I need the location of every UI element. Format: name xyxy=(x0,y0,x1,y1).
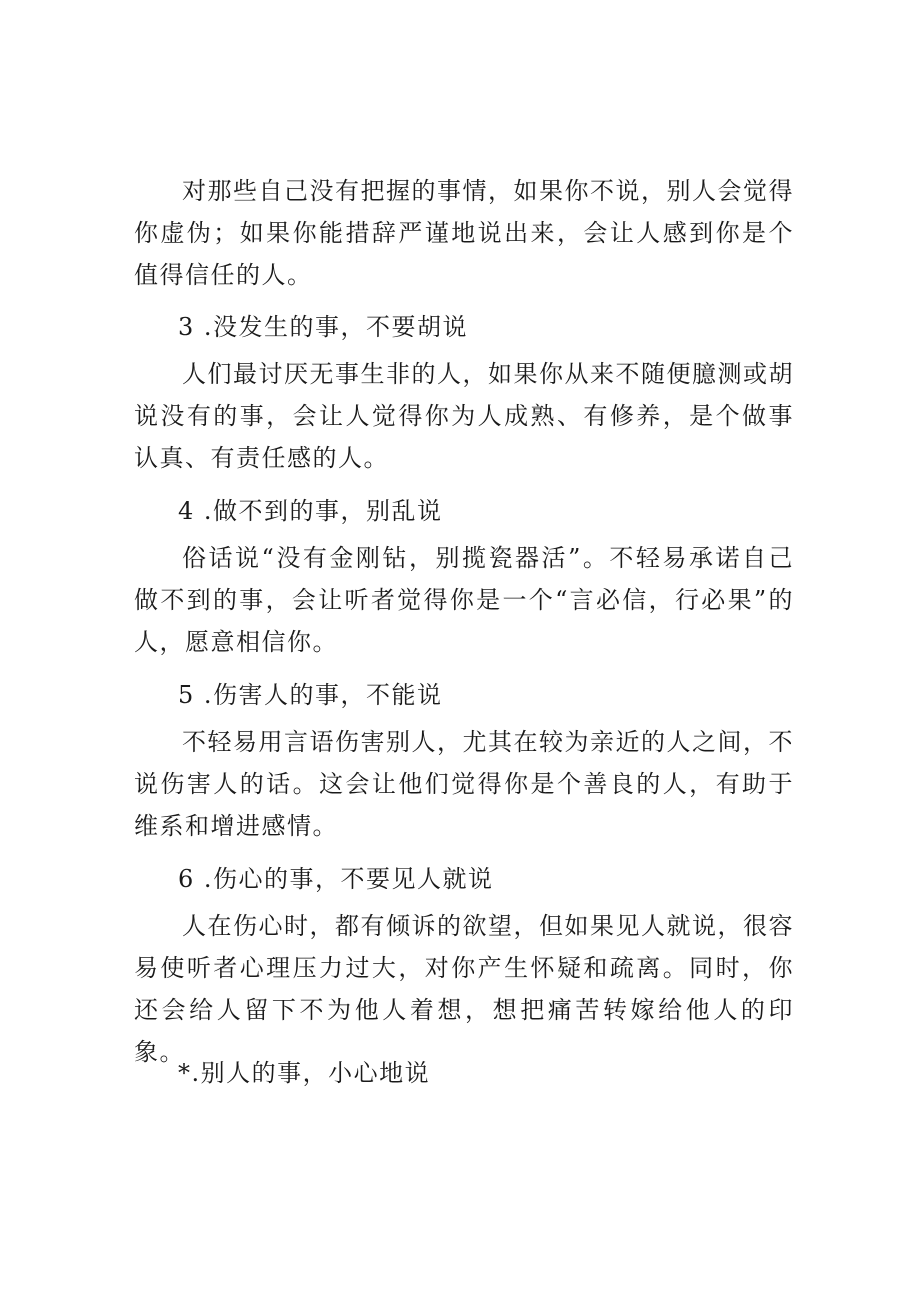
paragraph-uncertain-matters: 对那些自己没有把握的事情，如果你不说，别人会觉得你虚伪；如果你能措辞严谨地说出来，会让人感到你是个值得信任的人。 xyxy=(134,177,794,289)
paragraph-item-4: 俗话说“没有金刚钻，别揽瓷器活”。不轻易承诺自己做不到的事，会让听者觉得你是一个“言必信，行必果”的人，愿意相信你。 xyxy=(134,544,794,656)
heading-item-6: 6 .伤心的事，不要见人就说 xyxy=(178,865,494,893)
paragraph-item-3: 人们最讨厌无事生非的人，如果你从来不随便臆测或胡说没有的事，会让人觉得你为人成熟、有修养，是个做事认真、有责任感的人。 xyxy=(134,360,794,472)
paragraph-item-5: 不轻易用言语伤害别人，尤其在较为亲近的人之间，不说伤害人的话。这会让他们觉得你是个善良的人，有助于维系和增进感情。 xyxy=(134,728,794,840)
heading-item-3: 3 .没发生的事，不要胡说 xyxy=(178,313,469,341)
paragraph-item-6: 人在伤心时，都有倾诉的欲望，但如果见人就说，很容易使听者心理压力过大，对你产生怀疑和疏离。同时，你还会给人留下不为他人着想，想把痛苦转嫁给他人的印象。 xyxy=(134,912,794,1066)
heading-item-4: 4 .做不到的事，别乱说 xyxy=(178,497,443,525)
heading-item-5: 5 .伤害人的事，不能说 xyxy=(178,681,443,709)
heading-item-7: *.别人的事，小心地说 xyxy=(178,1059,431,1087)
